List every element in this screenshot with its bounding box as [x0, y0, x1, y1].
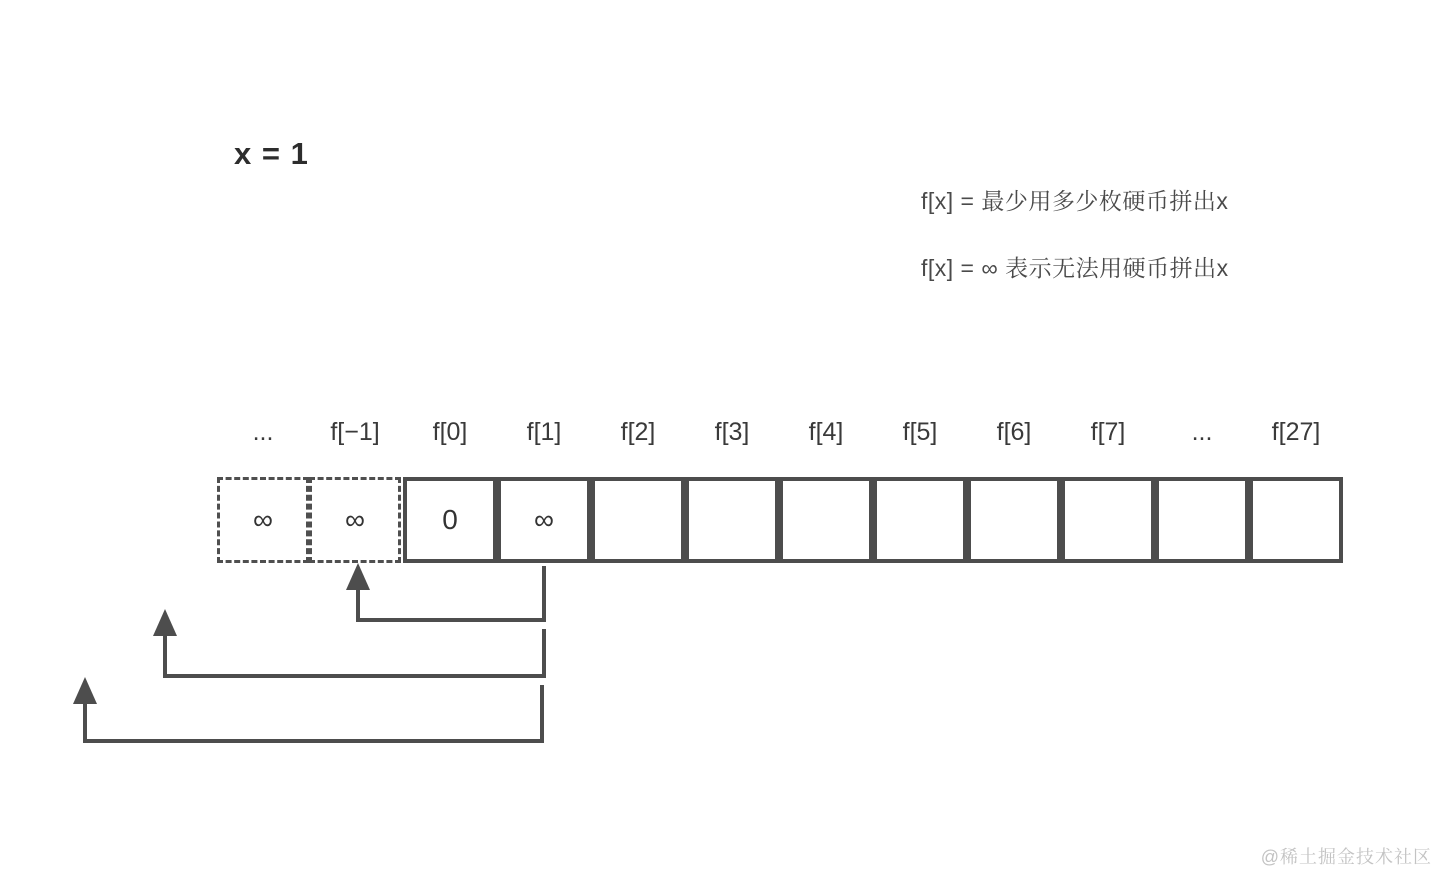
array-cell-label: f[6]: [996, 417, 1032, 446]
arrow-head-icon: [153, 609, 177, 636]
array-cell-label: f[0]: [432, 417, 468, 446]
array-cell: [873, 477, 967, 563]
array-cell: [685, 477, 779, 563]
transition-arrow-to-f[−1]: [346, 563, 544, 620]
watermark: @稀土掘金技术社区: [1260, 847, 1432, 867]
array-cell-label: f[4]: [808, 417, 844, 446]
note-infinity-definition: f[x] = ∞ 表示无法用硬币拼出x: [921, 255, 1229, 281]
arrow-head-icon: [73, 677, 97, 704]
array-cell: [1061, 477, 1155, 563]
array-cell-label: f[7]: [1090, 417, 1126, 446]
array-cell: ∞: [497, 477, 591, 563]
array-cell: ∞: [309, 477, 401, 563]
arrow-head-icon: [346, 563, 370, 590]
arrow-line: [358, 566, 544, 620]
array-cell: [779, 477, 873, 563]
array-cell-label: ...: [1191, 417, 1213, 446]
array-cell-label: f[3]: [714, 417, 750, 446]
transition-arrow-to-left-of-array: [153, 609, 544, 676]
page-title: x = 1: [234, 136, 309, 171]
note-fx-definition: f[x] = 最少用多少枚硬币拼出x: [921, 188, 1229, 214]
array-cell-label: f[1]: [526, 417, 562, 446]
array-cell: [1249, 477, 1343, 563]
arrow-line: [165, 629, 544, 676]
array-cell: 0: [403, 477, 497, 563]
array-cell-label: f[5]: [902, 417, 938, 446]
array-cell-label: ...: [252, 417, 274, 446]
array-cell: ∞: [217, 477, 309, 563]
array-cell: [1155, 477, 1249, 563]
arrow-line: [85, 685, 542, 741]
array-cell: [591, 477, 685, 563]
transition-arrow-to-far-left-of-array: [73, 677, 542, 741]
array-cell-label: f[−1]: [330, 417, 380, 446]
array-cell: [967, 477, 1061, 563]
array-cell-label: f[27]: [1271, 417, 1321, 446]
array-cell-label: f[2]: [620, 417, 656, 446]
